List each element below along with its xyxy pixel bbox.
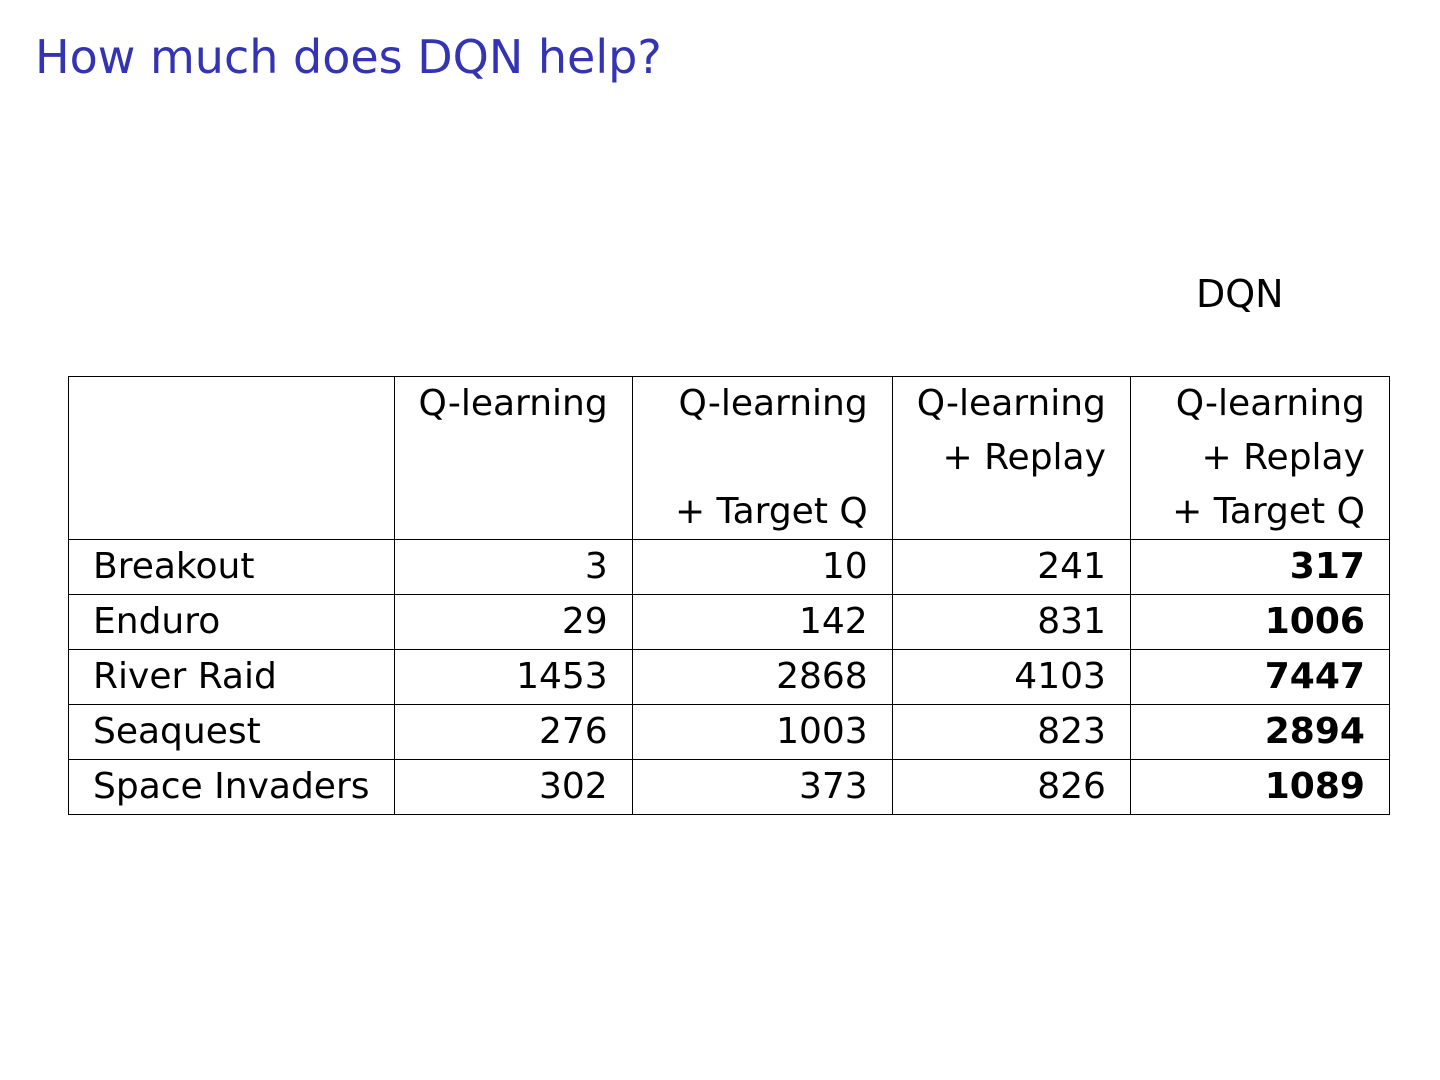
header-q-learning-target (632, 377, 892, 540)
table-row (69, 540, 1390, 595)
results-table (68, 376, 1390, 815)
header-line (917, 485, 1106, 539)
dqn-label: DQN (1196, 272, 1284, 316)
score-cell: 29 (394, 595, 632, 650)
header-line: + Target Q (1172, 491, 1365, 532)
score-cell: 302 (394, 760, 632, 815)
header-q-learning (394, 377, 632, 540)
dqn-score-cell: 317 (1130, 540, 1389, 595)
score-cell: 1003 (632, 705, 892, 760)
score-cell: 373 (632, 760, 892, 815)
score-cell: 823 (892, 705, 1130, 760)
dqn-score-cell: 7447 (1130, 650, 1389, 705)
table-row (69, 650, 1390, 705)
table-row (69, 760, 1390, 815)
score-cell: 831 (892, 595, 1130, 650)
header-q-learning-replay (892, 377, 1130, 540)
score-cell: 1453 (394, 650, 632, 705)
score-cell: 4103 (892, 650, 1130, 705)
header-line: Q-learning (418, 383, 608, 424)
header-line: Q-learning (916, 383, 1106, 424)
header-line: + Target Q (674, 491, 868, 532)
score-cell: 3 (394, 540, 632, 595)
header-line (419, 431, 608, 485)
dqn-score-cell: 1089 (1130, 760, 1389, 815)
score-cell: 2868 (632, 650, 892, 705)
header-line: + Replay (942, 437, 1106, 478)
game-name-cell: Space Invaders (69, 760, 395, 815)
header-line (419, 485, 608, 539)
dqn-score-cell: 1006 (1130, 595, 1389, 650)
header-line (657, 431, 868, 485)
score-cell: 10 (632, 540, 892, 595)
header-row (69, 377, 1390, 540)
game-name-cell: River Raid (69, 650, 395, 705)
score-cell: 276 (394, 705, 632, 760)
dqn-score-cell: 2894 (1130, 705, 1389, 760)
score-cell: 826 (892, 760, 1130, 815)
header-line: + Replay (1201, 437, 1365, 478)
header-line: Q-learning (1175, 383, 1365, 424)
table-row (69, 595, 1390, 650)
score-cell: 241 (892, 540, 1130, 595)
header-q-learning-replay-target (1130, 377, 1389, 540)
game-name-cell: Seaquest (69, 705, 395, 760)
table-row (69, 705, 1390, 760)
score-cell: 142 (632, 595, 892, 650)
slide-title: How much does DQN help? (35, 30, 662, 84)
game-name-cell: Enduro (69, 595, 395, 650)
header-line: Q-learning (678, 383, 868, 424)
header-corner-cell (69, 377, 395, 540)
game-name-cell: Breakout (69, 540, 395, 595)
